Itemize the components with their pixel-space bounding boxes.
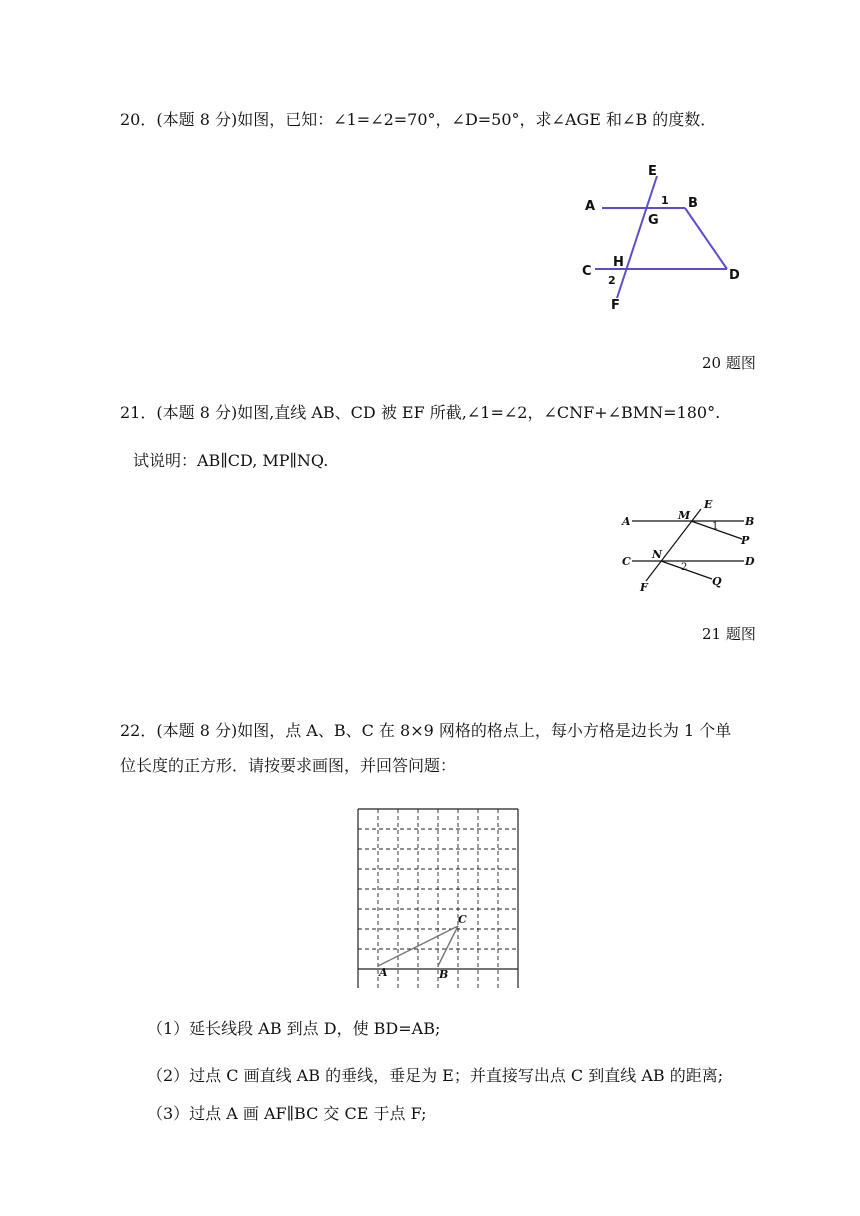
q21-line-ef <box>646 509 701 581</box>
q20-label-b: B <box>688 196 698 211</box>
q20-label-a: A <box>585 199 596 214</box>
q21-figure <box>618 495 768 600</box>
q21-label-p: P <box>741 534 750 547</box>
q20-label-c: C <box>582 264 592 279</box>
q21-text-line2: 试说明：AB∥CD, MP∥NQ. <box>133 451 329 470</box>
q20-label-d: D <box>729 268 740 283</box>
q21-label-f: F <box>640 581 648 594</box>
q21-label-1: 1 <box>712 521 719 532</box>
q20-text: 20．(本题 8 分)如图，已知：∠1=∠2=70°，∠D=50°，求∠AGE 和∠B 的度数． <box>120 110 717 129</box>
q21-label-c: C <box>622 555 631 568</box>
q21-label-a: A <box>622 515 631 528</box>
q22-label-c: C <box>458 913 467 926</box>
q20-figure <box>575 160 765 320</box>
q22-sub1: （1）延长线段 AB 到点 D，使 BD=AB; <box>147 1019 441 1038</box>
q22-label-b: B <box>439 968 449 981</box>
q21-figure-svg <box>618 495 768 600</box>
q20-caption: 20 题图 <box>702 354 756 372</box>
q22-text-line2: 位长度的正方形．请按要求画图，并回答问题： <box>120 756 457 775</box>
q22-grid-figure <box>357 808 521 988</box>
q20-label-h: H <box>613 255 624 270</box>
q20-label-g: G <box>648 213 659 228</box>
q22-grid-lines <box>358 809 518 988</box>
q22-segment-bc <box>438 926 458 966</box>
q21-label-m: M <box>678 509 691 522</box>
q22-text-line1: 22．(本题 8 分)如图，点 A、B、C 在 8×9 网格的格点上，每小方格是边长为 1 个单 <box>120 721 732 740</box>
q21-caption: 21 题图 <box>702 625 756 643</box>
q22-grid-svg <box>357 808 521 988</box>
q21-text-line1: 21．(本题 8 分)如图,直线 AB、CD 被 EF 所截,∠1=∠2，∠CNF+∠BMN=180°. <box>120 403 721 422</box>
q20-figure-svg <box>575 160 765 320</box>
q22-sub2: （2）过点 C 画直线 AB 的垂线，垂足为 E；并直接写出点 C 到直线 AB 的距离; <box>147 1066 724 1085</box>
q20-label-1: 1 <box>661 194 669 207</box>
q22-sub3: （3）过点 A 画 AF∥BC 交 CE 于点 F; <box>147 1104 427 1123</box>
q21-label-q: Q <box>712 575 722 588</box>
q20-line-ef <box>617 176 657 298</box>
q22-label-a: A <box>379 966 388 979</box>
q20-label-2: 2 <box>608 274 616 287</box>
q21-label-n: N <box>652 548 663 561</box>
q20-label-e: E <box>648 164 657 179</box>
q21-label-2: 2 <box>681 562 688 573</box>
q21-label-b: B <box>745 515 755 528</box>
q21-label-e: E <box>704 498 713 511</box>
q20-line-bd <box>685 208 727 269</box>
q20-label-f: F <box>611 298 620 313</box>
q21-label-d: D <box>745 555 755 568</box>
